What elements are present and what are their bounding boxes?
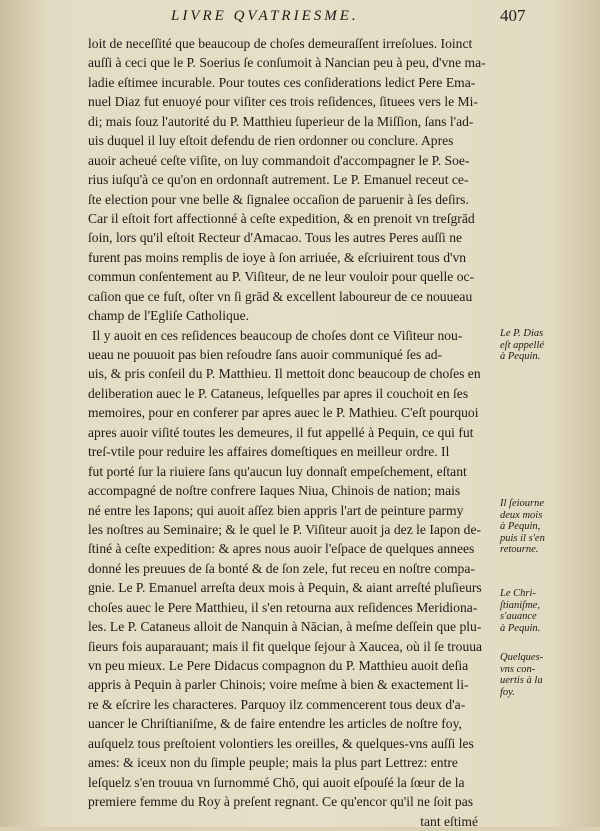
margin-note xyxy=(500,588,596,634)
margin-note-line: foy. xyxy=(500,686,515,698)
text-line: auoir acheué ceſte viſite, on luy commandoit d'accompagner le P. Soe- xyxy=(88,152,470,168)
margin-note-line: Quelques- xyxy=(500,652,544,663)
paragraph-start-line: Il y auoit en ces reſidences beaucoup de choſes dont ce Viſiteur nou- xyxy=(92,327,463,343)
text-line: appris à Pequin à parler Chinois; voire meſme à bien & exactement li- xyxy=(88,677,469,693)
text-line: donné les preuues de ſa bonté & de ſon zele, fut receu en noſtre compa- xyxy=(88,560,475,576)
text-line: treſ-vtile pour reduire les affaires domeſtiques en meilleur ordre. Il xyxy=(88,444,450,460)
margin-note-line: Il ſeiourne xyxy=(500,498,545,509)
text-line: loit de neceſſité que beaucoup de choſes demeuraſſent irreſolues. Ioinct xyxy=(88,36,473,51)
catchword: tant eſtimé xyxy=(420,813,478,829)
margin-note-line: vns con- xyxy=(500,663,536,675)
text-line: ladie eſtimee incurable. Pour toutes ces conſiderations ledict Pere Ema- xyxy=(88,74,476,90)
text-line: nuel Diaz fut enuoyé pour viſiter ces trois reſidences, ſituees vers le Mi- xyxy=(88,94,478,110)
text-line: ſieurs fois auparauant; mais il fit quelque ſejour à Xaucea, où il ſe trouua xyxy=(88,638,483,654)
text-line: uis, & pris conſeil du P. Matthieu. Il mettoit donc beaucoup de choſes en xyxy=(88,366,481,382)
text-line: rius iuſqu'à ce qu'on en ordonnaſt autrement. Le P. Emanuel receut ce- xyxy=(88,172,469,188)
text-line: commun conſentement au P. Viſiteur, de ne leur vouloir pour quelle oc- xyxy=(88,269,475,285)
text-line: champ de l'Egliſe Catholique. xyxy=(88,308,250,324)
margin-note-line: eſt appellé xyxy=(500,339,545,351)
page-header xyxy=(0,0,600,30)
margin-note-line: Le Chri- xyxy=(500,588,536,599)
text-line: furent pas moins remplis de ioye à ſon arriuée, & eſcriuirent tous d'vn xyxy=(88,249,467,265)
margin-note-line: à Pequin. xyxy=(500,622,541,634)
text-line: uancer le Chriſtianiſme, & de faire entendre les articles de noſtre foy, xyxy=(88,716,462,732)
text-line: choſes auec le Pere Matthieu, il s'en retourna aux reſidences Meridiona- xyxy=(88,599,478,615)
text-line: apres auoir viſité toutes les demeures, il fut appellé à Pequin, ce qui fut xyxy=(88,424,474,440)
text-line: ames: & iceux non du ſimple peuple; mais la plus part Lettrez: entre xyxy=(88,755,458,771)
text-line: uis duquel il luy eſtoit defendu de rien ordonner ou conclure. Apres xyxy=(88,133,454,149)
text-line: fut porté ſur la riuiere ſans qu'aucun luy donnaſt empeſchement, eſtant xyxy=(88,463,467,479)
text-line: auſquelz tous preſtoient volontiers les oreilles, & quelques-vns auſſi les xyxy=(88,735,474,751)
text-line: di; mais ſouz l'autorité du P. Matthieu ſuperieur de la Miſſion, ſans l'ad- xyxy=(88,113,474,129)
text-line: gnie. Le P. Emanuel arreſta deux mois à Pequin, & aiant arreſté pluſieurs xyxy=(88,580,482,596)
text-body xyxy=(88,34,498,831)
margin-note xyxy=(500,328,596,363)
text-line: deliberation auec le P. Cataneus, leſquelles par apres il couchoit en ſes xyxy=(88,385,469,401)
text-line: les. Le P. Cataneus alloit de Nanquin à Nācian, à meſme deſſein que plu- xyxy=(88,619,482,635)
text-line: re & eſcrire les characteres. Parquoy ilz commencerent tous deux d'a- xyxy=(88,696,466,712)
text-line: ueau ne pouuoit pas bien reſoudre ſans auoir communiqué ſes ad- xyxy=(88,347,443,362)
text-line: leſquelz s'en trouua vn ſurnommé Chō, qui auoit eſpouſé la ſœur de la xyxy=(88,774,465,790)
text-line: ſtiné à ceſte expedition: & apres nous auoir l'eſpace de quelques annees xyxy=(88,541,475,557)
margin-note-line: uertis à la xyxy=(500,675,543,686)
margin-note xyxy=(500,498,596,556)
text-line: Car il eſtoit fort affectionné à ceſte expedition, & en prenoit vn treſgrād xyxy=(88,210,475,226)
margin-note-line: à Pequin. xyxy=(500,351,541,362)
text-line: caſion que ce fuſt, oſter vn ſi grād & excellent laboureur de ce nouueau xyxy=(88,288,473,304)
margin-note-line: s'auance xyxy=(500,611,537,622)
text-line: né entre les Iapons; qui auoit aſſez bien appris l'art de peinture parmy xyxy=(88,502,464,518)
text-line: les noſtres au Seminaire; & le quel le P. Viſiteur auoit ja dez le Iapon de- xyxy=(88,521,482,537)
text-line: ſoin, lors qu'il eſtoit Recteur d'Amacao. Tous les autres Peres auſſi ne xyxy=(88,230,463,246)
text-line: accompagné de noſtre confrere Iaques Niua, Chinois de nation; mais xyxy=(88,483,461,499)
text-line: vn peu mieux. Le Pere Didacus compagnon du P. Matthieu auoit deſia xyxy=(88,658,469,673)
margin-note-line: retourne. xyxy=(500,544,539,555)
text-line: auſſi à ceci que le P. Soerius ſe conſumoit à Nancian peu à peu, d'vne ma- xyxy=(88,55,486,71)
text-line: ſte election pour vne belle & ſignalee occaſion de paruenir à ſes deſirs. xyxy=(88,191,469,207)
running-title: LIVRE QVATRIESME. xyxy=(171,8,359,24)
margin-note xyxy=(500,652,596,698)
margin-note-line: à Pequin, xyxy=(500,521,541,532)
text-line: memoires, pour en conferer par apres auec le P. Mathieu. C'eſt pourquoi xyxy=(88,405,479,421)
margin-note-line: ſtianiſme, xyxy=(500,599,540,611)
margin-note-line: puis il s'en xyxy=(500,532,545,544)
text-line: premiere femme du Roy à preſent regnant. Ce qu'encor qu'il ne ſoit pas xyxy=(88,794,474,810)
page-number: 407 xyxy=(500,6,526,25)
margin-note-line: Le P. Dias xyxy=(500,328,544,339)
margin-note-line: deux mois xyxy=(500,509,543,521)
